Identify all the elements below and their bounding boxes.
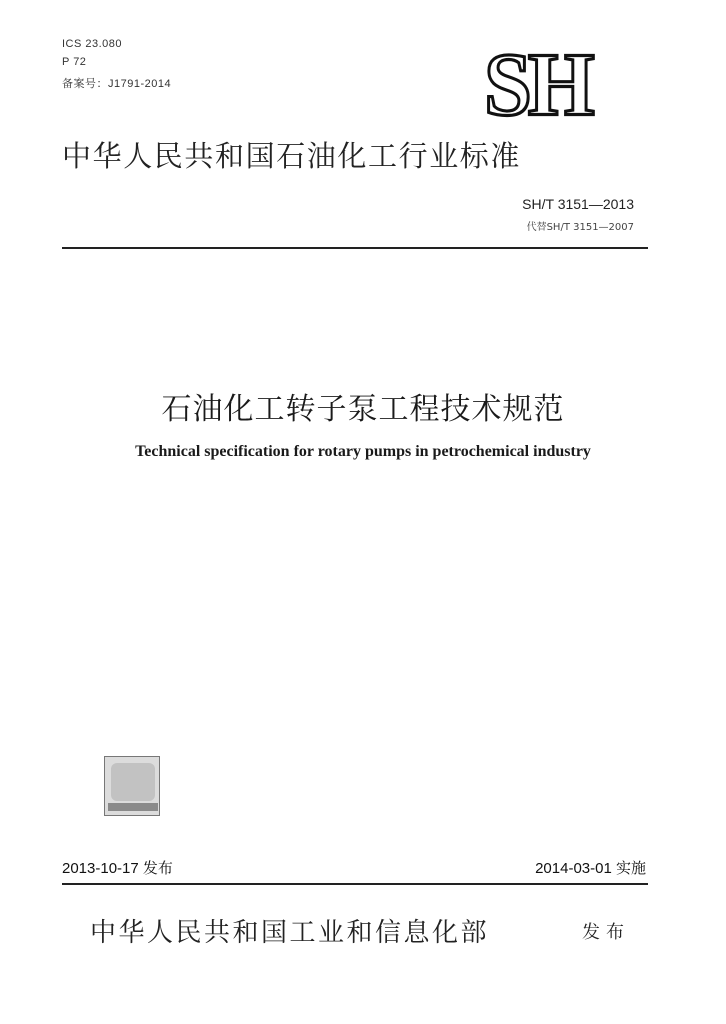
bottom-divider xyxy=(62,883,648,885)
classification-code: P 72 xyxy=(62,56,87,68)
implementation-date-line xyxy=(535,857,646,878)
issue-label: 发布 xyxy=(142,859,173,877)
stamp-emblem xyxy=(111,763,155,801)
record-number: 备案号：J1791-2014 xyxy=(62,78,172,90)
ics-code: ICS 23.080 xyxy=(62,38,123,50)
supersedes-note: 代替SH/T 3151—2007 xyxy=(526,222,634,233)
document-title-en: Technical specification for rotary pumps in petrochemical industry xyxy=(135,443,591,460)
industry-standard-heading: 中华人民共和国石油化工行业标准 xyxy=(62,139,522,173)
publisher-stamp-icon xyxy=(104,756,160,816)
standard-number: SH/T 3151—2013 xyxy=(522,196,634,212)
publish-label: 发布 xyxy=(582,922,630,943)
sh-logo: SH xyxy=(484,33,591,135)
issue-date: 2013-10-17 xyxy=(62,860,139,877)
top-divider xyxy=(62,247,648,249)
issue-date-line xyxy=(62,857,173,878)
document-title-zh: 石油化工转子泵工程技术规范 xyxy=(161,392,565,427)
issuing-ministry: 中华人民共和国工业和信息化部 xyxy=(90,918,490,948)
implementation-label: 实施 xyxy=(615,859,646,877)
stamp-band xyxy=(108,803,158,811)
implementation-date: 2014-03-01 xyxy=(535,860,612,877)
